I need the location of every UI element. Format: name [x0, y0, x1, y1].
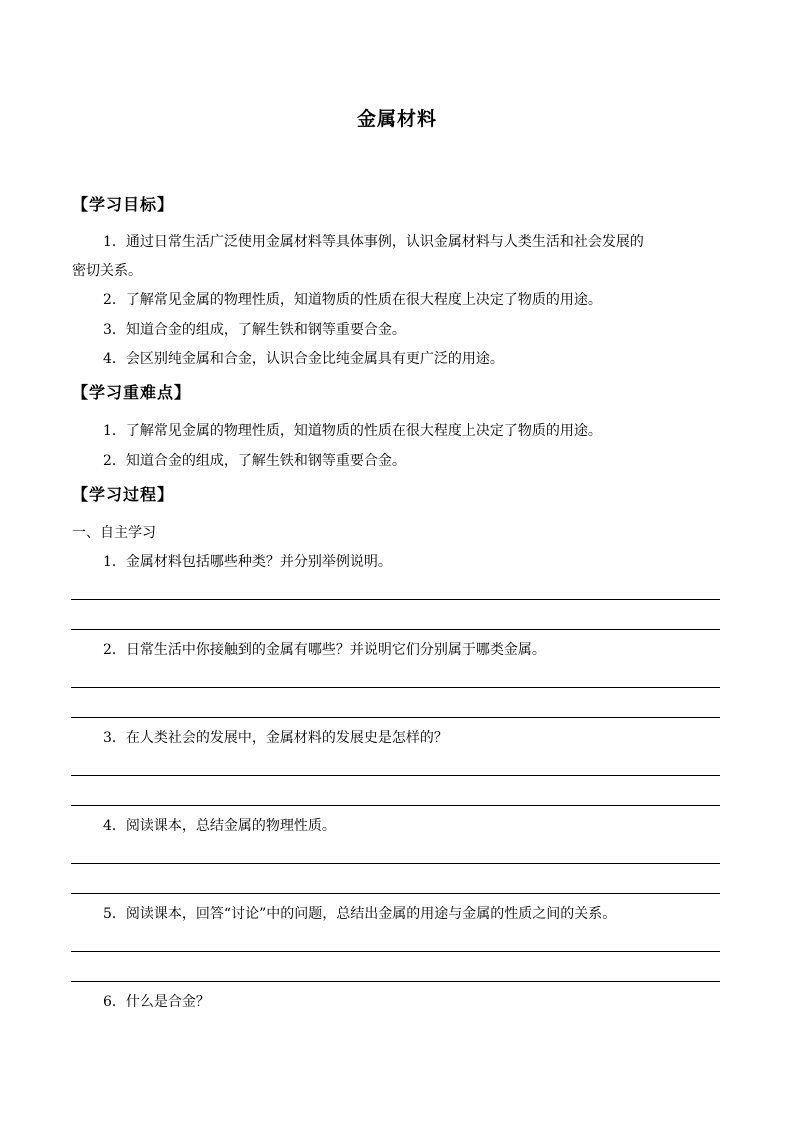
- answer-line: [71, 775, 720, 776]
- answer-line: [71, 951, 720, 952]
- answer-line: [71, 863, 720, 864]
- objective-item: 3．知道合金的组成，了解生铁和钢等重要合金。: [103, 322, 406, 338]
- answer-line: [71, 981, 720, 982]
- page-title: 金属材料: [356, 108, 437, 130]
- objective-item: 2．了解常见金属的物理性质，知道物质的性质在很大程度上决定了物质的用途。: [103, 292, 602, 308]
- objectives-heading: 【学习目标】: [72, 195, 175, 214]
- question-item: 4．阅读课本，总结金属的物理性质。: [103, 818, 336, 834]
- answer-line: [71, 805, 720, 806]
- key-points-heading: 【学习重难点】: [72, 383, 192, 402]
- answer-line: [71, 687, 720, 688]
- question-item: 5．阅读课本，回答“讨论”中的问题，总结出金属的用途与金属的性质之间的关系。: [103, 906, 617, 922]
- process-heading: 【学习过程】: [72, 485, 175, 504]
- answer-line: [71, 599, 720, 600]
- objective-item: 1．通过日常生活广泛使用金属材料等具体事例，认识金属材料与人类生活和社会发展的: [103, 234, 644, 250]
- key-point-item: 2．知道合金的组成，了解生铁和钢等重要合金。: [103, 453, 406, 469]
- answer-line: [71, 717, 720, 718]
- question-item: 1．金属材料包括哪些种类？并分别举例说明。: [103, 554, 392, 570]
- objective-item-continuation: 密切关系。: [72, 263, 142, 279]
- answer-line: [71, 629, 720, 630]
- question-item: 2．日常生活中你接触到的金属有哪些？并说明它们分别属于哪类金属。: [103, 642, 546, 658]
- question-item: 3．在人类社会的发展中，金属材料的发展史是怎样的？: [103, 730, 448, 746]
- answer-line: [71, 893, 720, 894]
- self-study-subheading: 一、自主学习: [72, 525, 156, 541]
- question-item: 6．什么是合金？: [103, 994, 210, 1010]
- objective-item: 4．会区别纯金属和合金，认识合金比纯金属具有更广泛的用途。: [103, 351, 504, 367]
- key-point-item: 1．了解常见金属的物理性质，知道物质的性质在很大程度上决定了物质的用途。: [103, 423, 602, 439]
